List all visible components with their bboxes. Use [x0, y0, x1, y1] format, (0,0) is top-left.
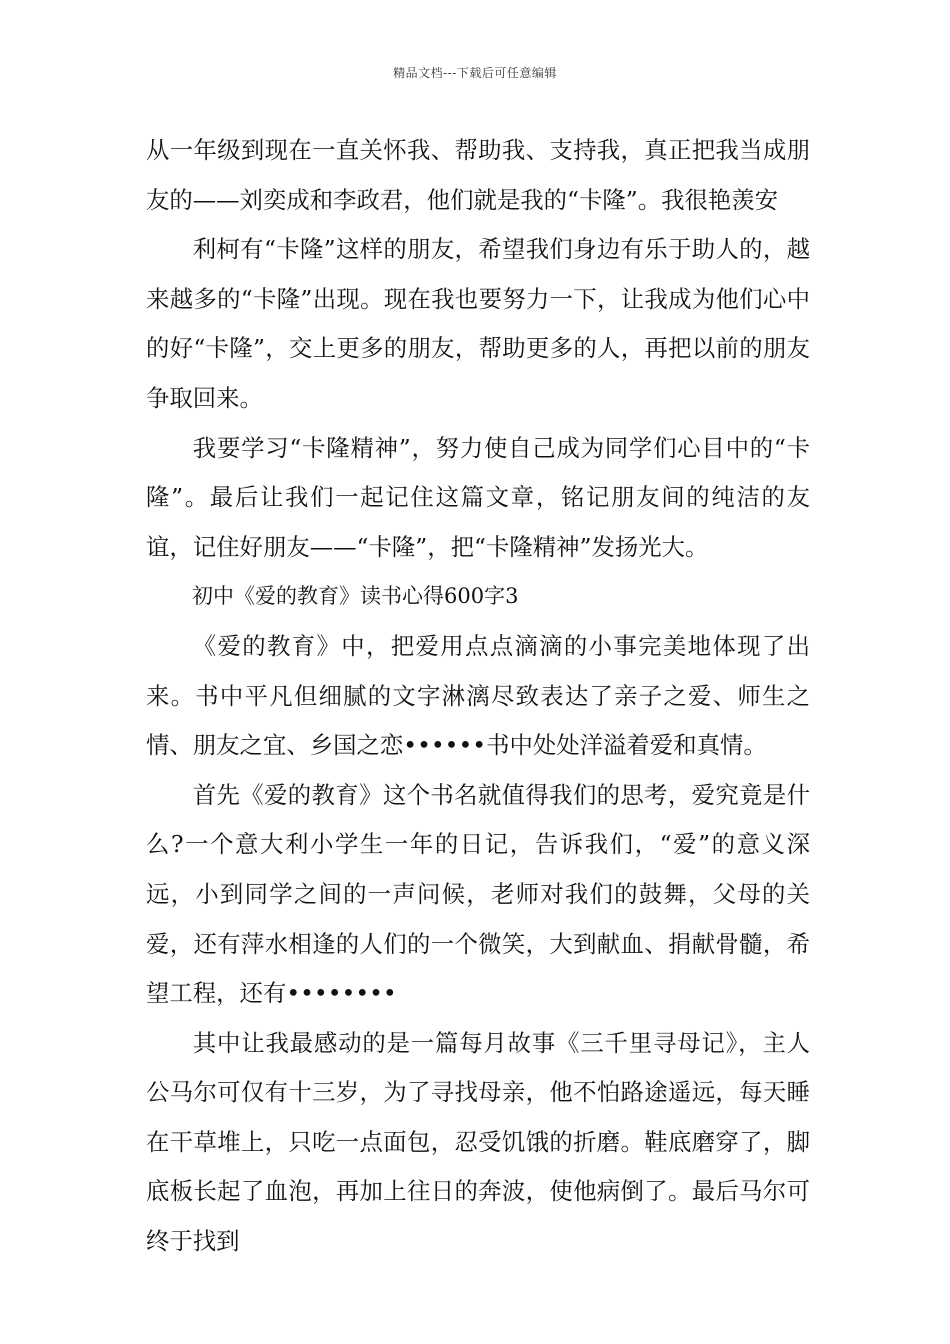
section-heading: 初中《爱的教育》读书心得600字3 — [192, 584, 519, 609]
page-header: 精品文档---下载后可任意编辑 — [393, 66, 557, 80]
paragraph-6: 其中让我最感动的是一篇每月故事《三千里寻母记》，主人公马尔可仅有十三岁，为了寻找母亲，他不怕路途遥远，每天睡在干草堆上，只吃一点面包，忍受饥饿的折磨。鞋底磨穿了，脚底板长起了血泡，再加上往日的奔波，使他病倒了。最后马尔可终于找到 — [146, 1028, 810, 1256]
paragraph-5: 首先《爱的教育》这个书名就值得我们的思考，爱究竟是什么?一个意大利小学生一年的日记，告诉我们，“爱”的意义深远，小到同学之间的一声问候，老师对我们的鼓舞，父母的关爱，还有萍水相逢的人们的一个微笑，大到献血、捐献骨髓，希望工程，还有•••••••• — [146, 780, 810, 1008]
paragraph-4: 《爱的教育》中，把爱用点点滴滴的小事完美地体现了出来。书中平凡但细腻的文字淋漓尽致表达了亲子之爱、师生之情、朋友之宜、乡国之恋••••••书中处处洋溢着爱和真情。 — [146, 631, 810, 760]
document-body — [146, 126, 810, 1267]
paragraph-2: 利柯有“卡隆”这样的朋友，希望我们身边有乐于助人的，越来越多的“卡隆”出现。现在我也要努力一下，让我成为他们心中的好“卡隆”，交上更多的朋友，帮助更多的人，再把以前的朋友争取回来。 — [146, 235, 810, 412]
paragraph-3: 我要学习“卡隆精神”，努力使自己成为同学们心目中的“卡隆”。最后让我们一起记住这篇文章，铭记朋友间的纯洁的友谊，记住好朋友——“卡隆”，把“卡隆精神”发扬光大。 — [146, 433, 810, 561]
paragraph-1: 从一年级到现在一直关怀我、帮助我、支持我，真正把我当成朋友的——刘奕成和李政君，他们就是我的“卡隆”。我很艳羡安 — [146, 136, 810, 214]
